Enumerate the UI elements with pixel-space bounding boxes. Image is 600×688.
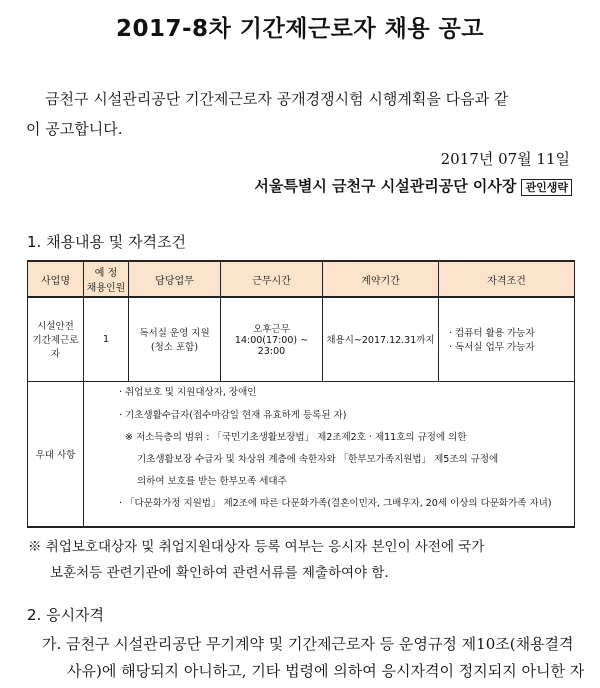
announcement-date: 2017년 07월 11일 bbox=[440, 150, 570, 168]
signature-block bbox=[254, 175, 572, 196]
hours-line-2: 14:00(17:00) ~ 23:00 bbox=[234, 335, 309, 358]
notice-line-2: 보훈처등 관련기관에 확인하여 관련서류를 제출하여야 함. bbox=[50, 565, 389, 581]
header-hours: 근무시간 bbox=[221, 261, 323, 297]
cell-count: 1 bbox=[84, 297, 129, 381]
table-header-row bbox=[28, 261, 575, 297]
list-item: · 취업보호 및 지원대상자, 장애인 bbox=[119, 387, 257, 398]
preference-label: 우대 사항 bbox=[28, 381, 84, 527]
header-planned-hires bbox=[84, 261, 129, 297]
list-item: 의하여 보호를 받는 한부모족 세대주 bbox=[137, 476, 287, 487]
page-title: 2017-8차 기간제근로자 채용 공고 bbox=[116, 16, 484, 42]
header-business: 사업명 bbox=[28, 261, 84, 297]
notice-line-1: ※ 취업보호대상자 및 취업지원대상자 등록 여부는 응시자 본인이 사전에 국가 bbox=[28, 539, 485, 555]
header-duty: 담당업무 bbox=[129, 261, 221, 297]
section-1-heading: 1. 채용내용 및 자격조건 bbox=[27, 233, 187, 251]
cell-business bbox=[28, 297, 84, 381]
cell-hours bbox=[221, 297, 323, 381]
list-item: · 「다문화가정 지원법」 제2조에 따른 다문화가족(결혼이민자, 그배우자, 20세 이상의 다문화가족 자녀) bbox=[119, 498, 552, 509]
business-line-1: 시설안전 bbox=[37, 321, 74, 333]
seal-omitted-stamp: 관인생략 bbox=[521, 179, 572, 196]
header-period: 계약기간 bbox=[323, 261, 439, 297]
duty-line-1: 독서실 운영 지원 bbox=[139, 328, 210, 340]
qual-line-1: · 컴퓨터 활용 가능자 bbox=[449, 328, 535, 340]
business-line-2: 기간제근로자 bbox=[32, 335, 79, 361]
qualification-line-1: 가. 금천구 시설관리공단 무기계약 및 기간제근로자 등 운영규정 제10조(채용결격 bbox=[42, 635, 574, 653]
section-2-heading: 2. 응시자격 bbox=[27, 606, 105, 624]
header-planned-line-1: 예 정 bbox=[94, 268, 118, 279]
intro-line-2: 이 공고합니다. bbox=[26, 120, 123, 138]
header-planned-line-2: 채용인원 bbox=[86, 283, 126, 294]
recruitment-table bbox=[27, 260, 575, 528]
duty-line-2: (청소 포함) bbox=[150, 342, 199, 354]
list-item: ※ 저소득층의 범위 : 「국민기초생활보장법」 제2조제2호 · 제11호의 규정에 의한 bbox=[125, 432, 467, 443]
cell-qualification bbox=[439, 297, 575, 381]
qualification-line-2: 사유)에 해당되지 아니하고, 기타 법령에 의하여 응시자격이 정지되지 아니한 자 bbox=[67, 662, 585, 680]
cell-period: 채용시~2017.12.31까지 bbox=[323, 297, 439, 381]
hours-line-1: 오후근무 bbox=[253, 324, 290, 336]
cell-duty bbox=[129, 297, 221, 381]
list-item: 기초생활보장 수급자 및 차상위 계층에 속한자와 「한부모가족지원법」 제5조의 규정에 bbox=[137, 454, 499, 465]
table-row bbox=[28, 297, 575, 381]
list-item: · 기초생활수급자(접수마감일 현재 유효하게 등록된 자) bbox=[119, 410, 347, 421]
header-qualification: 자격조건 bbox=[439, 261, 575, 297]
intro-line-1: 금천구 시설관리공단 기간제근로자 공개경쟁시험 시행계획을 다음과 같 bbox=[45, 90, 509, 108]
signer-name: 서울특별시 금천구 시설관리공단 이사장 bbox=[254, 177, 517, 195]
qual-line-2: · 독서실 업무 가능자 bbox=[449, 342, 535, 354]
